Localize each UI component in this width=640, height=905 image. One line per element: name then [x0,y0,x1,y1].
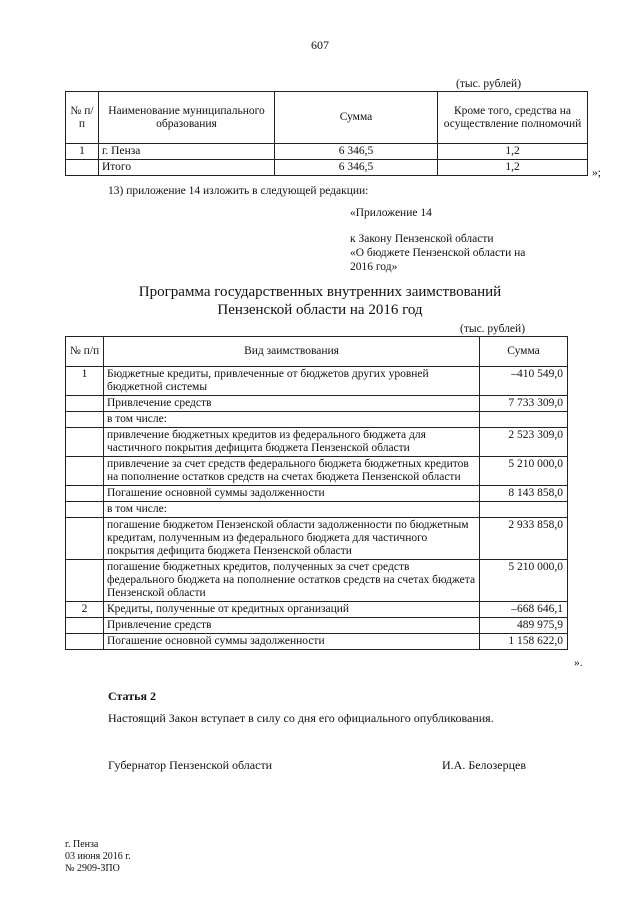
appendix-line1: «Приложение 14 [350,207,432,219]
row-sum: 489 975,9 [480,618,568,634]
footer-number: № 2909-ЗПО [65,863,120,874]
header-num: № п/п [66,337,104,367]
table-row [66,160,588,176]
row-num [66,396,104,412]
row-name: в том числе: [104,502,480,518]
item-13: 13) приложение 14 изложить в следующей редакции: [108,185,369,197]
row-name: Привлечение средств [104,618,480,634]
row-num [66,618,104,634]
appendix-block [350,206,525,274]
row-sum: 2 933 858,0 [480,518,568,560]
table-row [66,618,568,634]
signature-name: И.А. Белозерцев [442,758,527,772]
row-sum: 8 143 858,0 [480,486,568,502]
row-num [66,502,104,518]
row-sum [480,502,568,518]
program-title-line1: Программа государственных внутренних заимствований [138,284,502,300]
footer-city: г. Пенза [65,839,99,850]
table-row [66,412,568,428]
row-name: погашение бюджетных кредитов, полученных за счет средств федерального бюджета на пополнение остатков средств на счетах бюджета Пензенской области [104,560,480,602]
row-name: в том числе: [104,412,480,428]
footer [65,839,131,875]
table2-unit: (тыс. рублей) [460,323,526,335]
row-sum: –410 549,0 [480,367,568,396]
row-sum: 2 523 309,0 [480,428,568,457]
table-row [66,367,568,396]
row-name: привлечение за счет средств федерального бюджета бюджетных кредитов на пополнение остатков средств на счетах бюджета Пензенской области [104,457,480,486]
table-row [66,602,568,618]
row-num [66,160,99,176]
header-name: Наименование муниципального образования [99,92,275,144]
footer-date: 03 июня 2016 г. [65,851,131,862]
table-row [66,144,588,160]
table-row [66,457,568,486]
signature-position: Губернатор Пензенской области [108,758,273,772]
header-sum: Сумма [480,337,568,367]
row-num [66,518,104,560]
row-num [66,457,104,486]
appendix-line2: к Закону Пензенской области [350,233,494,245]
table1-close-quote: »; [592,167,601,179]
row-sum: 1 158 622,0 [480,634,568,650]
table-row [66,396,568,412]
header-extra: Кроме того, средства на осуществление полномочий [438,92,588,144]
article-title: Статья 2 [108,689,156,703]
table-row [66,560,568,602]
table-row [66,518,568,560]
article-text: Настоящий Закон вступает в силу со дня его официального опубликования. [108,711,494,725]
row-sum: 6 346,5 [275,160,438,176]
borrowings-table [65,336,568,650]
row-name: погашение бюджетом Пензенской области задолженности по бюджетным кредитам, полученным из федерального бюджета для частичного покрытия дефицита бюджета Пензенской области [104,518,480,560]
row-name: Погашение основной суммы задолженности [104,486,480,502]
row-name: Погашение основной суммы задолженности [104,634,480,650]
row-name: привлечение бюджетных кредитов из федерального бюджета для частичного покрытия дефицита бюджета Пензенской области [104,428,480,457]
row-sum: 5 210 000,0 [480,457,568,486]
table-row [66,502,568,518]
appendix-line3: «О бюджете Пензенской области на [350,247,526,259]
program-title [0,283,640,319]
table-row [66,634,568,650]
row-name: Кредиты, полученные от кредитных организаций [104,602,480,618]
row-num [66,428,104,457]
row-num: 2 [66,602,104,618]
row-name: Привлечение средств [104,396,480,412]
header-sum: Сумма [275,92,438,144]
row-sum: 5 210 000,0 [480,560,568,602]
header-num: № п/п [66,92,99,144]
header-name: Вид заимствования [104,337,480,367]
row-name: г. Пенза [99,144,275,160]
row-sum [480,412,568,428]
row-extra: 1,2 [438,160,588,176]
row-extra: 1,2 [438,144,588,160]
municipal-table [65,91,588,176]
table2-close-quote: ». [574,657,583,669]
table-row [66,486,568,502]
row-sum: 7 733 309,0 [480,396,568,412]
table1-unit: (тыс. рублей) [456,78,522,90]
row-sum: –668 646,1 [480,602,568,618]
program-title-line2: Пензенской области на 2016 год [217,302,423,318]
row-num: 1 [66,367,104,396]
row-num [66,560,104,602]
row-sum: 6 346,5 [275,144,438,160]
row-name: Бюджетные кредиты, привлеченные от бюджетов других уровней бюджетной системы [104,367,480,396]
row-num [66,412,104,428]
page-number: 607 [311,38,329,52]
row-num [66,486,104,502]
table-row [66,428,568,457]
appendix-line4: 2016 год» [350,261,398,273]
row-name: Итого [99,160,275,176]
row-num [66,634,104,650]
row-num: 1 [66,144,99,160]
